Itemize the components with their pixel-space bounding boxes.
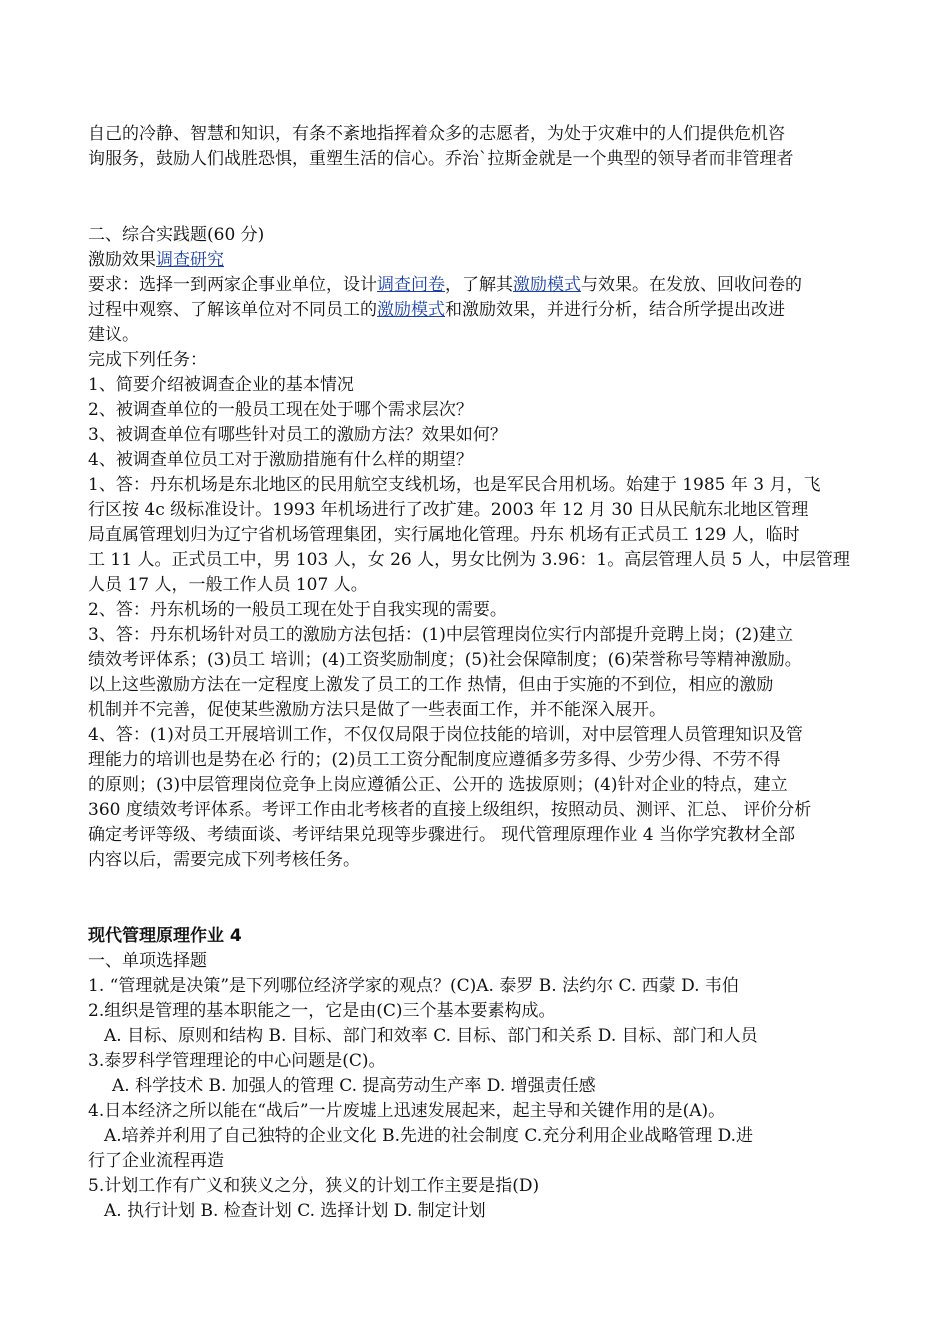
- question-4-options: A.培养并利用了自己独特的企业文化 B.先进的社会制度 C.充分利用企业战略管理 D.进: [104, 1126, 754, 1146]
- question-5: 5.计划工作有广义和狭义之分，狭义的计划工作主要是指(D): [88, 1176, 540, 1196]
- tasks-heading: 完成下列任务：: [88, 350, 207, 370]
- homework-subheading: 一、单项选择题: [88, 951, 207, 971]
- requirement-line: 建议。: [88, 325, 139, 345]
- answer-line: 4、答：(1)对员工开展培训工作，不仅仅局限于岗位技能的培训，对中层管理人员管理知识及管: [88, 725, 803, 745]
- answer-line: 机制并不完善，促使某些激励方法只是做了一些表面工作，并不能深入展开。: [88, 700, 666, 720]
- question-1: 1. “管理就是决策”是下列哪位经济学家的观点？(C)A. 泰罗 B. 法约尔 C. 西蒙 D. 韦伯: [88, 976, 739, 996]
- task-item: 4、被调查单位员工对于激励措施有什么样的期望？: [88, 450, 473, 470]
- task-item: 1、简要介绍被调查企业的基本情况: [88, 375, 354, 395]
- answer-line: 内容以后，需要完成下列考核任务。: [88, 850, 360, 870]
- task-item: 3、被调查单位有哪些针对员工的激励方法？效果如何？: [88, 425, 507, 445]
- incentive-model-link[interactable]: 激励模式: [377, 300, 445, 320]
- intro-line: 询服务，鼓励人们战胜恐惧，重塑生活的信心。乔治`拉斯金就是一个典型的领导者而非管理者: [88, 149, 794, 169]
- topic-line: [88, 248, 890, 273]
- answer-line: 行区按 4c 级标准设计。1993 年机场进行了改扩建。2003 年 12 月 30 日从民航东北地区管理: [88, 500, 809, 520]
- answer-line: 的原则；(3)中层管理岗位竞争上岗应遵循公正、公开的 选拔原则；(4)针对企业的特点，建立: [88, 775, 788, 795]
- answer-line: 工 11 人。正式员工中，男 103 人，女 26 人，男女比例为 3.96：1。高层管理人员 5 人，中层管理: [88, 550, 850, 570]
- topic-prefix: 激励效果: [88, 250, 156, 270]
- req-text: ，了解其: [445, 275, 513, 295]
- req-text: 要求：选择一到两家企事业单位，设计: [88, 275, 377, 295]
- answer-line: 1、答：丹东机场是东北地区的民用航空支线机场，也是军民合用机场。始建于 1985 年 3 月，飞: [88, 475, 821, 495]
- answer-line: 理能力的培训也是势在必 行的；(2)员工工资分配制度应遵循多劳多得、少劳少得、不劳不得: [88, 750, 781, 770]
- requirement-line: [88, 273, 890, 298]
- answer-line: 2、答：丹东机场的一般员工现在处于自我实现的需要。: [88, 600, 507, 620]
- requirement-line: [88, 298, 890, 323]
- question-3-options: A. 科学技术 B. 加强人的管理 C. 提高劳动生产率 D. 增强责任感: [112, 1076, 596, 1096]
- intro-line: 自己的冷静、智慧和知识，有条不紊地指挥着众多的志愿者，为处于灾难中的人们提供危机咨: [88, 124, 785, 144]
- question-4: 4.日本经济之所以能在“战后”一片废墟上迅速发展起来，起主导和关键作用的是(A)。: [88, 1101, 726, 1121]
- question-3: 3.泰罗科学管理理论的中心问题是(C)。: [88, 1051, 386, 1071]
- answer-line: 3、答：丹东机场针对员工的激励方法包括：(1)中层管理岗位实行内部提升竞聘上岗；(2)建立: [88, 625, 793, 645]
- req-text: 和激励效果，并进行分析，结合所学提出改进: [445, 300, 785, 320]
- question-4-options-cont: 行了企业流程再造: [88, 1151, 224, 1171]
- question-2-options: A. 目标、原则和结构 B. 目标、部门和效率 C. 目标、部门和关系 D. 目标、部门和人员: [104, 1026, 758, 1046]
- homework-title: 现代管理原理作业 4: [88, 926, 242, 946]
- answer-line: 确定考评等级、考绩面谈、考评结果兑现等步骤进行。 现代管理原理作业 4 当你学究教材全部: [88, 825, 796, 845]
- answer-line: 人员 17 人，一般工作人员 107 人。: [88, 575, 368, 595]
- question-5-options: A. 执行计划 B. 检查计划 C. 选择计划 D. 制定计划: [104, 1201, 486, 1221]
- answer-line: 以上这些激励方法在一定程度上激发了员工的工作 热情，但由于实施的不到位，相应的激励: [88, 675, 774, 695]
- question-2: 2.组织是管理的基本职能之一，它是由(C)三个基本要素构成。: [88, 1001, 556, 1021]
- task-item: 2、被调查单位的一般员工现在处于哪个需求层次？: [88, 400, 473, 420]
- section-heading: 二、综合实践题(60 分): [88, 225, 265, 245]
- survey-research-link[interactable]: 调查研究: [156, 250, 224, 270]
- questionnaire-link[interactable]: 调查问卷: [377, 275, 445, 295]
- answer-line: 360 度绩效考评体系。考评工作由北考核者的直接上级组织，按照动员、测评、汇总、 评价分析: [88, 800, 812, 820]
- req-text: 与效果。在发放、回收问卷的: [581, 275, 802, 295]
- answer-line: 绩效考评体系；(3)员工 培训；(4)工资奖励制度；(5)社会保障制度；(6)荣誉称号等精神激励。: [88, 650, 802, 670]
- incentive-model-link[interactable]: 激励模式: [513, 275, 581, 295]
- req-text: 过程中观察、了解该单位对不同员工的: [88, 300, 377, 320]
- answer-line: 局直属管理划归为辽宁省机场管理集团，实行属地化管理。丹东 机场有正式员工 129 人，临时: [88, 525, 800, 545]
